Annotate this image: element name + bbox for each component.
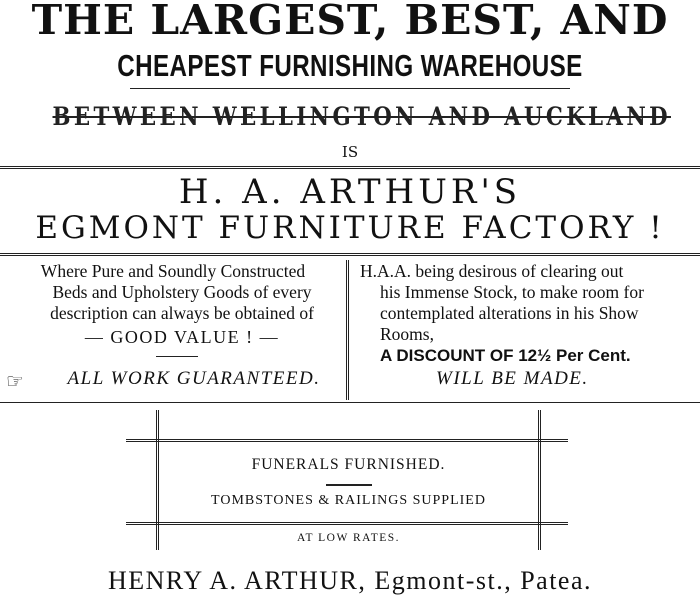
box-bottom-rule — [126, 522, 568, 525]
box-left-border — [156, 410, 159, 550]
footer-address: HENRY A. ARTHUR, Egmont-st., Patea. — [107, 566, 593, 595]
is-word: IS — [341, 143, 359, 161]
rule-top — [0, 166, 700, 169]
left-line-2: Beds and Upholstery Goods of every — [52, 282, 312, 302]
left-line-3: description can always be obtained of — [50, 303, 314, 323]
box-middle-rule — [326, 484, 372, 486]
funerals-text: FUNERALS FURNISHED. — [251, 456, 446, 473]
guarantee: ALL WORK GUARANTEED. — [67, 368, 321, 389]
will-be-made: WILL BE MADE. — [436, 368, 589, 389]
good-value-rule — [156, 356, 198, 357]
box-right-border — [538, 410, 541, 550]
good-value: — GOOD VALUE ! — — [84, 327, 280, 347]
headline: THE LARGEST, BEST, AND — [31, 0, 669, 44]
low-rates-text: AT LOW RATES. — [296, 532, 401, 544]
pointing-hand-icon: ☞ — [6, 369, 24, 393]
right-line-4: Rooms, — [380, 324, 434, 344]
right-line-1: H.A.A. being desirous of clearing out — [360, 261, 624, 281]
discount: A DISCOUNT OF 12½ Per Cent. — [380, 346, 631, 365]
subheadline-underline — [130, 88, 570, 89]
rule-lower — [0, 402, 700, 403]
right-line-2: his Immense Stock, to make room for — [380, 282, 644, 302]
between-line: BETWEEN WELLINGTON AND AUCKLAND — [52, 102, 671, 131]
column-divider — [346, 260, 349, 400]
right-line-3: contemplated alterations in his Show — [380, 303, 639, 323]
subheadline: CHEAPEST FURNISHING WAREHOUSE — [117, 48, 583, 83]
proprietor-title: H. A. ARTHUR'S — [178, 172, 522, 212]
tombstones-text: TOMBSTONES & RAILINGS SUPPLIED — [211, 493, 486, 508]
factory-title: EGMONT FURNITURE FACTORY ! — [35, 210, 665, 246]
left-line-1: Where Pure and Soundly Constructed — [40, 261, 306, 281]
box-top-rule — [126, 439, 568, 442]
rule-middle — [0, 253, 700, 256]
